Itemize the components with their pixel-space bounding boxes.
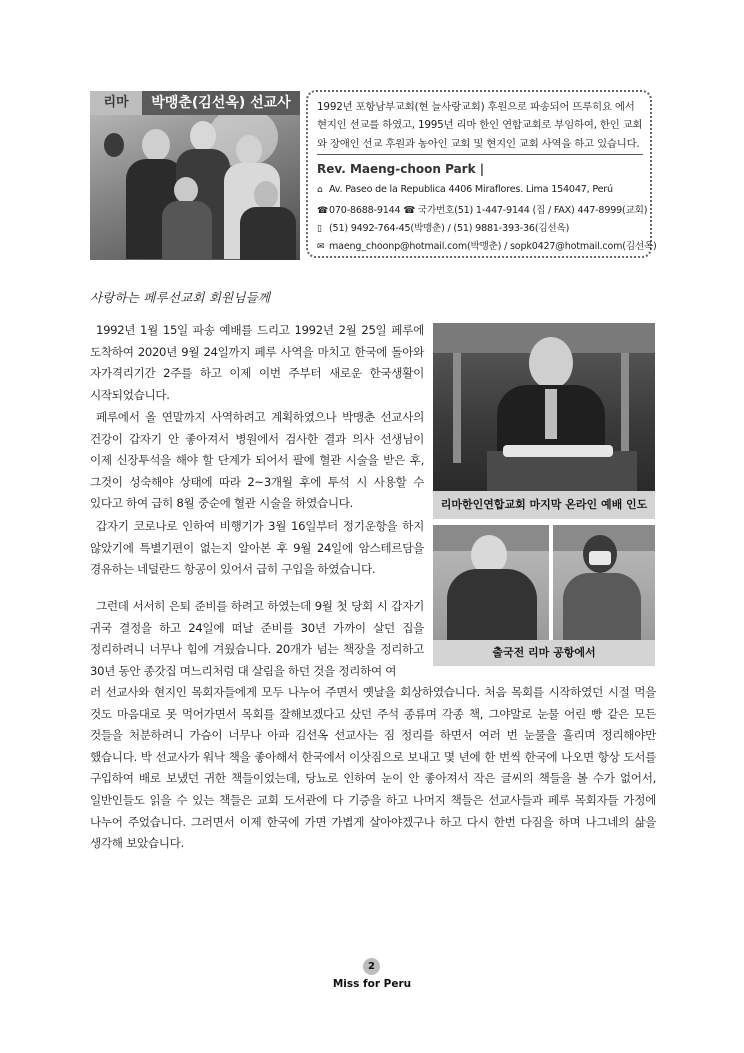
phone-icon: ☎ <box>317 206 329 216</box>
paragraph-3: 갑자기 코로나로 인하여 비행기가 3월 16일부터 정기운항을 하지 않았기에 특별기편이 없는지 알아본 후 9월 24일에 암스테르담을 경유하는 네덜란드 항공이 있어서 급히 구입을 하였습니다. <box>90 519 424 577</box>
sermon-caption: 리마한인연합교회 마지막 온라인 예배 인도 <box>433 491 655 519</box>
bio-box <box>306 90 657 258</box>
airport-caption: 출국전 리마 공항에서 <box>433 640 655 666</box>
mail-icon: ✉ <box>317 242 325 252</box>
paragraph-4-start: 그런데 서서히 은퇴 준비를 하려고 하였는데 9월 첫 당회 시 갑자기 귀국 결정을 하고 24일에 떠날 준비를 30년 가까이 살던 집을 정리하려니 너무나 힘에 겨웠습니다. 20개가 넘는 책장을 정리하고 30년 동안 종갓집 며느리처럼 대 살림을 하던 것을 정리하여 여 <box>90 599 424 678</box>
address-text: Av. Paseo de la Republica 4406 Miraflores. Lima 154047, Perú <box>329 184 613 195</box>
greeting: 사랑하는 페루선교회 회원님들께 <box>90 290 271 305</box>
contact-phone <box>317 202 647 216</box>
page-number: 2 <box>363 958 380 975</box>
bio-divider <box>317 154 643 155</box>
contact-address <box>317 184 613 195</box>
missionary-name-tag: 박맹춘(김선옥) 선교사 <box>142 91 300 115</box>
footer-title: Miss for Peru <box>332 978 412 990</box>
airport-photo <box>433 525 655 640</box>
email-text: maeng_choonp@hotmail.com(박맹춘) / sopk0427@hotmail.com(김선옥) <box>329 241 657 252</box>
home-icon: ⌂ <box>317 185 323 195</box>
contact-email <box>317 238 657 252</box>
region-tag: 리마 <box>90 91 142 115</box>
bio-description: 1992년 포항남부교회(현 늘사랑교회) 후원으로 파송되어 뜨루히요 에서 현지인 선교를 하였고, 1995년 리마 한인 연합교회로 부임하여, 한인 교회와 장애인 선교 후원과 농아인 교회 및 현지인 교회 사역을 하고 있습니다. <box>317 101 643 150</box>
paragraph-2: 페루에서 올 연말까지 사역하려고 계획하였으나 박맹춘 선교사의 건강이 갑자기 안 좋아져서 병원에서 검사한 결과 의사 선생님이 이제 신장투석을 해야 할 단계가 되어서 팔에 혈관 시술을 받은 후, 그것이 성숙해야 상태에 따라 2~3개월 후에 투석 시 사용할 수 있다고 하여 급히 8월 중순에 혈관 시술을 하였습니다. <box>90 410 424 511</box>
sermon-photo <box>433 323 655 491</box>
mobile-icon: ▯ <box>317 224 322 234</box>
contact-mobile <box>317 220 569 234</box>
phone-text: 070-8688-9144 ☎ 국가번호(51) 1-447-9144 (집 / FAX) 447-8999(교회) <box>329 205 648 216</box>
bio-english-name: Rev. Maeng-choon Park | <box>317 162 485 176</box>
mobile-text: (51) 9492-764-45(박맹춘) / (51) 9881-393-36(김선옥) <box>329 223 570 234</box>
family-photo <box>90 115 300 260</box>
paragraph-1: 1992년 1월 15일 파송 예배를 드리고 1992년 2월 25일 페루에 도착하여 2020년 9월 24일까지 페루 사역을 마치고 한국에 돌아와 자가격리기간 2주를 하고 이제 이번 주부터 새로운 한국생활이 시작되었습니다. <box>90 323 424 402</box>
paragraph-4-continued: 러 선교사와 현지인 목회자들에게 모두 나누어 주면서 옛날을 회상하였습니다. 처음 목회를 시작하였던 시절 먹을 것도 마음대로 못 먹어가면서 목회를 잘해보겠다고 샀던 주석 종류며 각종 책, 그야말로 눈물 어린 빵 같은 모든 것들을 처분하려니 가슴이 너무나 아파 김선옥 선교사는 짐 정리를 하면서 여러 번 눈물을 흘리며 정리해야만 했습니다. 박 선교사가 워낙 책을 좋아해서 한국에서 이삿짐으로 보내고 몇 년에 한 번씩 한국에 나오면 항상 도서를 구입하여 배로 보냈던 귀한 책들이었는데, 당뇨로 인하여 눈이 안 좋아져서 작은 글씨의 책들을 볼 수가 없어서, 일반인들도 읽을 수 있는 책들은 교회 도서관에 다 기증을 하고 나머지 책들은 선교사들과 페루 목회자들 가정에 나누어 주었습니다. 그러면서 이제 한국에 가면 가볍게 살아야겠구나 하고 다시 한번 다짐을 하며 나그네의 삶을 생각해 보았습니다. <box>90 685 656 851</box>
